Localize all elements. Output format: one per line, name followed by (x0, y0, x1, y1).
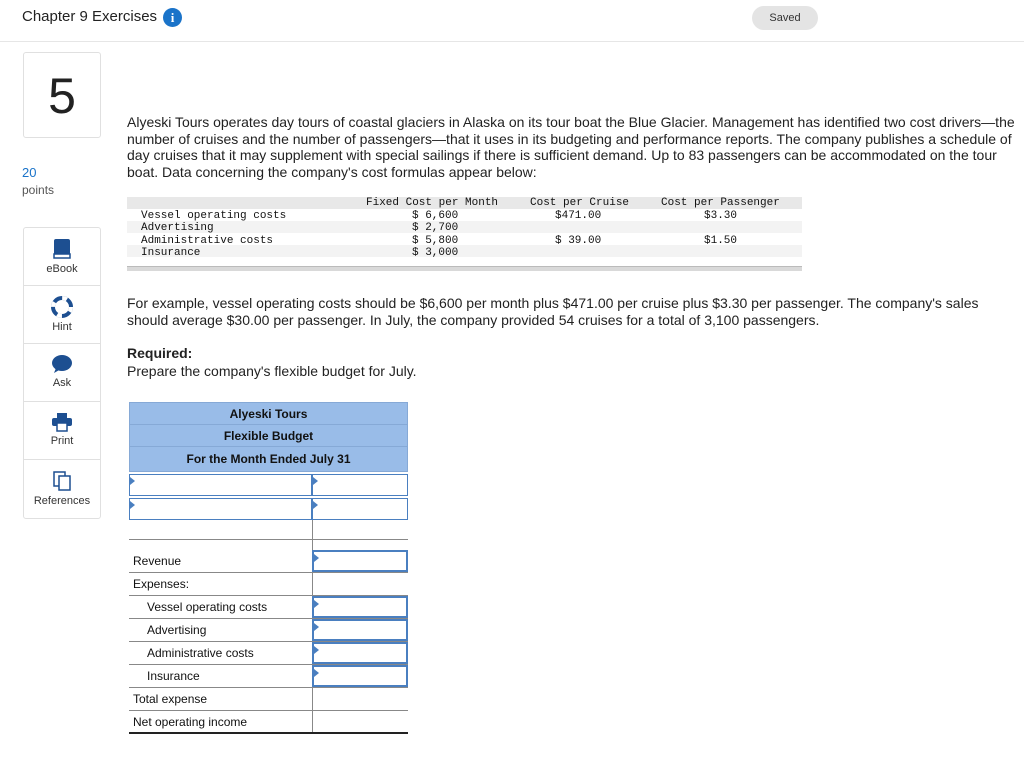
budget-period: For the Month Ended July 31 (186, 452, 351, 466)
question-number: 5 (23, 52, 101, 138)
cost-row-passenger: $1.50 (704, 235, 738, 247)
references-button[interactable] (24, 460, 100, 518)
expense-row (129, 642, 408, 665)
lifebuoy-icon (51, 296, 73, 318)
cost-row-fixed: $ 6,600 (412, 210, 459, 222)
activity-value-input-1[interactable] (312, 474, 408, 496)
expenses-label: Expenses: (133, 577, 190, 591)
ask-label: Ask (52, 377, 72, 389)
top-bar (0, 0, 1024, 42)
expense-label: Insurance (147, 669, 200, 683)
cost-table-band (127, 221, 802, 233)
example-text: For example, vessel operating costs should be $6,600 per month plus $471.00 per cruise plus $3.30 per passenger. The company's sales should average $30.00 per passenger. In July, the company provided 54 cruises for a total of 3,100 passengers. (127, 295, 979, 328)
cost-row-cruise: $471.00 (555, 210, 602, 222)
net-income-value (312, 711, 408, 732)
activity-row (129, 498, 408, 520)
budget-company: Alyeski Tours (130, 403, 407, 425)
references-label: References (33, 495, 91, 507)
net-income-row (129, 711, 408, 734)
revenue-label: Revenue (133, 554, 182, 568)
assignment-title: Chapter 9 Exercises (22, 8, 158, 25)
chat-icon (51, 354, 73, 374)
budget-header (129, 402, 408, 472)
revenue-input[interactable] (312, 550, 408, 572)
hint-button[interactable] (24, 286, 100, 344)
expense-row (129, 596, 408, 619)
cost-row-label: Vessel operating costs (141, 210, 287, 222)
activity-label-input-1[interactable] (129, 474, 312, 496)
cost-row-fixed: $ 2,700 (412, 222, 459, 234)
header-fixed: Fixed Cost per Month (366, 197, 499, 209)
cost-row-fixed: $ 3,000 (412, 247, 459, 259)
total-expense-value (312, 688, 408, 710)
advertising-input[interactable] (312, 619, 408, 641)
print-button[interactable] (24, 402, 100, 460)
cost-row-label: Insurance (141, 247, 201, 259)
budget-report-name: Flexible Budget (130, 425, 407, 447)
saved-status-badge: Saved (752, 6, 818, 30)
book-icon (52, 238, 72, 260)
header-cruise: Cost per Cruise (530, 197, 630, 209)
activity-value-input-2[interactable] (312, 498, 408, 520)
spacer-row (129, 540, 408, 550)
net-income-label: Net operating income (133, 715, 248, 729)
expense-label: Vessel operating costs (147, 600, 268, 614)
expense-label: Advertising (147, 623, 207, 637)
required-text: Prepare the company's flexible budget for July. (127, 363, 417, 379)
expenses-heading-row (129, 573, 408, 596)
cost-row-label: Advertising (141, 222, 214, 234)
ebook-label: eBook (46, 263, 78, 275)
cost-table-footer (127, 266, 802, 271)
info-icon[interactable]: i (163, 8, 182, 27)
cost-formula-table (127, 197, 802, 272)
required-heading: Required: (127, 345, 193, 361)
activity-label-input-2[interactable] (129, 498, 312, 520)
ebook-button[interactable] (24, 228, 100, 286)
flexible-budget-form (129, 402, 408, 734)
total-expense-row (129, 688, 408, 711)
revenue-row (129, 550, 408, 573)
expense-row (129, 619, 408, 642)
printer-icon (51, 412, 73, 432)
blank-row (129, 520, 408, 540)
expense-label: Administrative costs (147, 646, 254, 660)
cost-row-cruise: $ 39.00 (555, 235, 602, 247)
print-label: Print (50, 435, 74, 447)
tool-panel (23, 227, 101, 519)
header-passenger: Cost per Passenger (661, 197, 780, 209)
hint-label: Hint (52, 321, 72, 333)
documents-icon (52, 470, 72, 492)
cost-row-fixed: $ 5,800 (412, 235, 459, 247)
total-expense-label: Total expense (133, 692, 208, 706)
ask-button[interactable] (24, 344, 100, 402)
vessel-cost-input[interactable] (312, 596, 408, 618)
points-value: 20 (22, 165, 37, 180)
problem-intro: Alyeski Tours operates day tours of coastal glaciers in Alaska on its tour boat the Blue Glacier. Management has identified two cost drivers—the number of cruises and the number of passengers—that it uses in its budgeting and performance reports. The company publishes a schedule of day cruises that it may supplement with special sailings if there is sufficient demand. Up to 83 passengers can be accommodated on the tour boat. Data concerning the company's cost formulas appear below: (127, 114, 1015, 180)
activity-row (129, 474, 408, 496)
cost-row-label: Administrative costs (141, 235, 274, 247)
insurance-input[interactable] (312, 665, 408, 687)
administrative-input[interactable] (312, 642, 408, 664)
points-label: points (22, 183, 55, 197)
cost-row-passenger: $3.30 (704, 210, 738, 222)
expense-row (129, 665, 408, 688)
